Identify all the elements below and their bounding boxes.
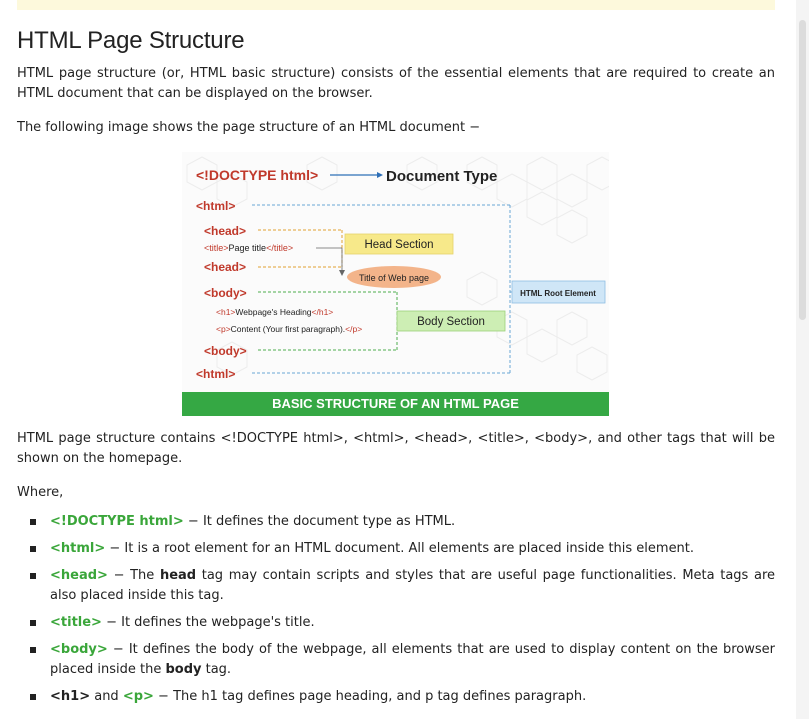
- fig-title-open: <title>: [204, 243, 229, 253]
- list-item-html: [17, 539, 775, 559]
- arrow-head-icon: [377, 172, 383, 178]
- list-item-title: [17, 613, 775, 633]
- list-item-doctype: [17, 512, 775, 532]
- tag-doctype: <!DOCTYPE html>: [50, 514, 184, 529]
- bullet-icon: [30, 694, 36, 700]
- fig-p-open: <p>: [216, 324, 231, 334]
- fig-html-close: <html>: [196, 367, 236, 381]
- fig-html-open: <html>: [196, 199, 236, 213]
- fig-h1-text: Webpage's Heading: [235, 307, 312, 317]
- list-item-body: [17, 640, 775, 680]
- fig-p-line: [216, 324, 362, 334]
- item-text: − The: [107, 568, 160, 583]
- item-bold: head: [159, 568, 197, 583]
- fig-body-open: <body>: [204, 286, 247, 300]
- item-text: tag may contain scripts and styles that are useful page functionalities. Meta tags are also placed inside this tag.: [50, 568, 775, 603]
- bullet-icon: [30, 647, 36, 653]
- fig-root-element: HTML Root Element: [520, 289, 596, 298]
- item-text: − The h1 tag defines page heading, and p tag defines paragraph.: [153, 689, 587, 704]
- fig-body-section: Body Section: [417, 316, 485, 328]
- list-item-head: [17, 566, 775, 606]
- fig-head-open: <head>: [204, 224, 247, 238]
- arrow-down-icon: [339, 270, 345, 276]
- fig-head-close: <head>: [204, 260, 247, 274]
- tag-title: <title>: [50, 615, 102, 630]
- tag-list: [17, 512, 775, 714]
- tag-html: <html>: [50, 541, 106, 556]
- fig-head-section: Head Section: [364, 239, 434, 251]
- page-title: HTML Page Structure: [17, 27, 245, 54]
- note-banner: [17, 0, 775, 10]
- bullet-icon: [30, 620, 36, 626]
- fig-body-close: <body>: [204, 344, 247, 358]
- item-text: − It defines the document type as HTML.: [183, 514, 456, 529]
- tag-body: <body>: [50, 642, 108, 657]
- fig-p-close: </p>: [345, 324, 363, 334]
- structure-diagram: [182, 152, 609, 392]
- scrollbar-thumb[interactable]: [799, 20, 806, 320]
- tag-p: <p>: [122, 689, 154, 704]
- item-bold: body: [165, 662, 202, 677]
- tag-h1: <h1>: [50, 689, 91, 704]
- tag-head: <head>: [50, 568, 108, 583]
- item-text: and: [90, 689, 123, 704]
- item-text: − It defines the webpage's title.: [101, 615, 315, 630]
- image-lead-paragraph: The following image shows the page structure of an HTML document −: [17, 120, 481, 135]
- scrollbar[interactable]: [796, 0, 809, 719]
- fig-p-text: Content (Your first paragraph).: [230, 324, 346, 334]
- list-item-h1-p: [17, 687, 775, 707]
- bullet-icon: [30, 519, 36, 525]
- intro-paragraph: HTML page structure (or, HTML basic structure) consists of the essential elements that are required to create an HTML document that can be displayed on the browser.: [17, 66, 775, 101]
- item-text: − It is a root element for an HTML document. All elements are placed inside this element.: [105, 541, 695, 556]
- fig-h1-close: </h1>: [311, 307, 334, 317]
- fig-title-text: Page title: [228, 243, 267, 253]
- item-text: tag.: [201, 662, 232, 677]
- html-structure-figure: [182, 152, 609, 416]
- fig-h1-line: [216, 307, 333, 317]
- bullet-icon: [30, 573, 36, 579]
- fig-h1-open: <h1>: [216, 307, 236, 317]
- where-label: Where,: [17, 485, 64, 500]
- fig-document-type: Document Type: [386, 168, 498, 185]
- figure-caption: BASIC STRUCTURE OF AN HTML PAGE: [182, 392, 609, 416]
- fig-doctype: <!DOCTYPE html>: [196, 167, 319, 183]
- item-text: − It defines the body of the webpage, all elements that are used to display content on the browser placed inside the: [50, 642, 775, 677]
- fig-title-close: </title>: [266, 243, 294, 253]
- contains-paragraph: HTML page structure contains <!DOCTYPE html>, <html>, <head>, <title>, <body>, and other tags that will be shown on the homepage.: [17, 431, 775, 466]
- bullet-icon: [30, 546, 36, 552]
- fig-title-of-page: Title of Web page: [358, 273, 430, 283]
- fig-title-line: [204, 243, 293, 253]
